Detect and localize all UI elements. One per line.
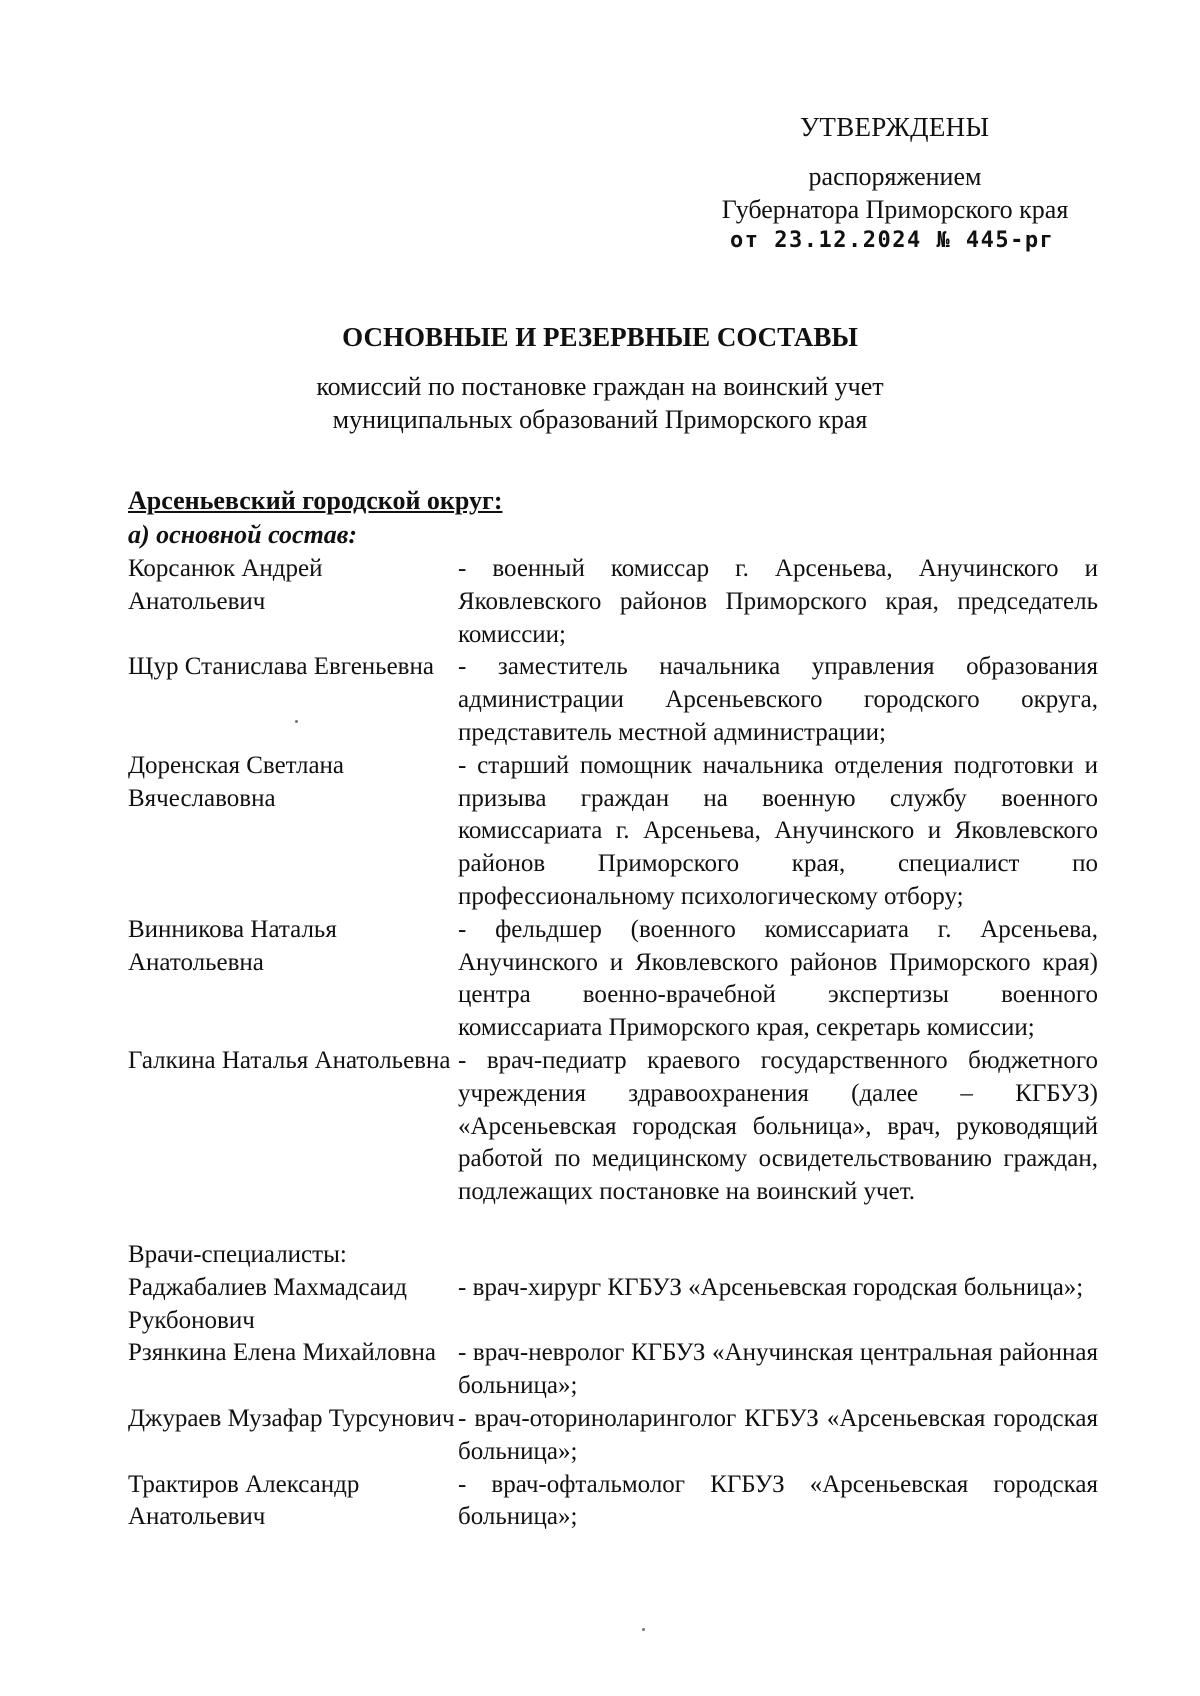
member-role: - заместитель начальника управления образования администрации Арсеньевского городского округа, представитель местной администрации;: [458, 653, 1098, 746]
doctor-role: - врач-невролог КГБУЗ «Анучинская центральная районная больница»;: [458, 1339, 1098, 1400]
subsection-heading: а) основной состав:: [128, 520, 358, 549]
member-name: Галкина Наталья Анатольевна: [128, 1046, 451, 1074]
member-name: Корсанюк Андрей Анатольевич: [128, 555, 323, 615]
order-line-1: распоряжением: [808, 162, 982, 191]
member-row: [128, 750, 1098, 914]
doctor-role: - врач-хирург КГБУЗ «Арсеньевская городская больница»;: [458, 1273, 1084, 1301]
doctor-role: - врач-офтальмолог КГБУЗ «Арсеньевская городская больница»;: [458, 1470, 1098, 1531]
order-reference: [700, 160, 1090, 226]
subtitle-line-1: комиссий по постановке граждан на воинский учет: [316, 372, 884, 401]
order-line-2: Губернатора Приморского края: [721, 195, 1069, 224]
document-title: ОСНОВНЫЕ И РЕЗЕРВНЫЕ СОСТАВЫ: [342, 322, 858, 352]
scan-speck: [295, 720, 298, 723]
doctor-name: Раджабалиев Махмадсаид Рукбонович: [128, 1273, 408, 1334]
member-row: [128, 553, 1098, 651]
commission-members-list: [128, 553, 1098, 1534]
member-role: - врач-педиатр краевого государственного бюджетного учреждения здравоохранения (далее – КГБУЗ) «Арсеньевская городская больница», врач, руководящий работой по медицинскому освидетельствованию граждан, подлежащих постановке на воинский учет.: [458, 1046, 1098, 1206]
doctor-row: [128, 1469, 1098, 1535]
approval-stamp-heading: УТВЕРЖДЕНЫ: [800, 112, 990, 142]
member-role: - военный комиссар г. Арсеньева, Анучинского и Яковлевского районов Приморского края, председатель комиссии;: [458, 555, 1098, 648]
doctor-row: [128, 1337, 1098, 1403]
document-subtitle: [0, 370, 1200, 436]
scan-speck: [642, 1628, 645, 1631]
member-row: [128, 1045, 1098, 1209]
member-name: Щур Станислава Евгеньевна: [128, 653, 434, 681]
district-heading: Арсеньевский городской округ:: [128, 486, 503, 515]
member-row: [128, 914, 1098, 1045]
member-name: Доренская Светлана Вячеславовна: [128, 751, 345, 812]
member-role: - фельдшер (военного комиссариата г. Арсеньева, Анучинского и Яковлевского районов Приморского края) центра военно-врачебной экспертизы военного комиссариата Приморского края, секретарь комиссии;: [458, 915, 1098, 1042]
doctor-name: Джураев Музафар Турсунович: [128, 1404, 455, 1432]
doctor-row: [128, 1272, 1098, 1338]
doctors-label: Врачи-специалисты:: [128, 1240, 347, 1268]
doctor-name: Рзянкина Елена Михайловна: [128, 1339, 436, 1367]
spacer: [128, 1209, 1098, 1239]
doctor-name: Трактиров Александр Анатольевич: [128, 1470, 360, 1531]
order-date-number: от 23.12.2024 № 445-рг: [730, 228, 1055, 253]
member-name: Винникова Наталья Анатольевна: [128, 915, 337, 976]
doctor-role: - врач-оториноларинголог КГБУЗ «Арсеньевская городская больница»;: [458, 1404, 1098, 1465]
member-role: - старший помощник начальника отделения подготовки и призыва граждан на военную службу военного комиссариата г. Арсеньева, Анучинского и Яковлевского районов Приморского края, специалист по профессиональному психологическому отбору;: [458, 751, 1098, 910]
member-row: [128, 651, 1098, 749]
doctor-row: [128, 1403, 1098, 1469]
subtitle-line-2: муниципальных образований Приморского края: [332, 405, 868, 434]
